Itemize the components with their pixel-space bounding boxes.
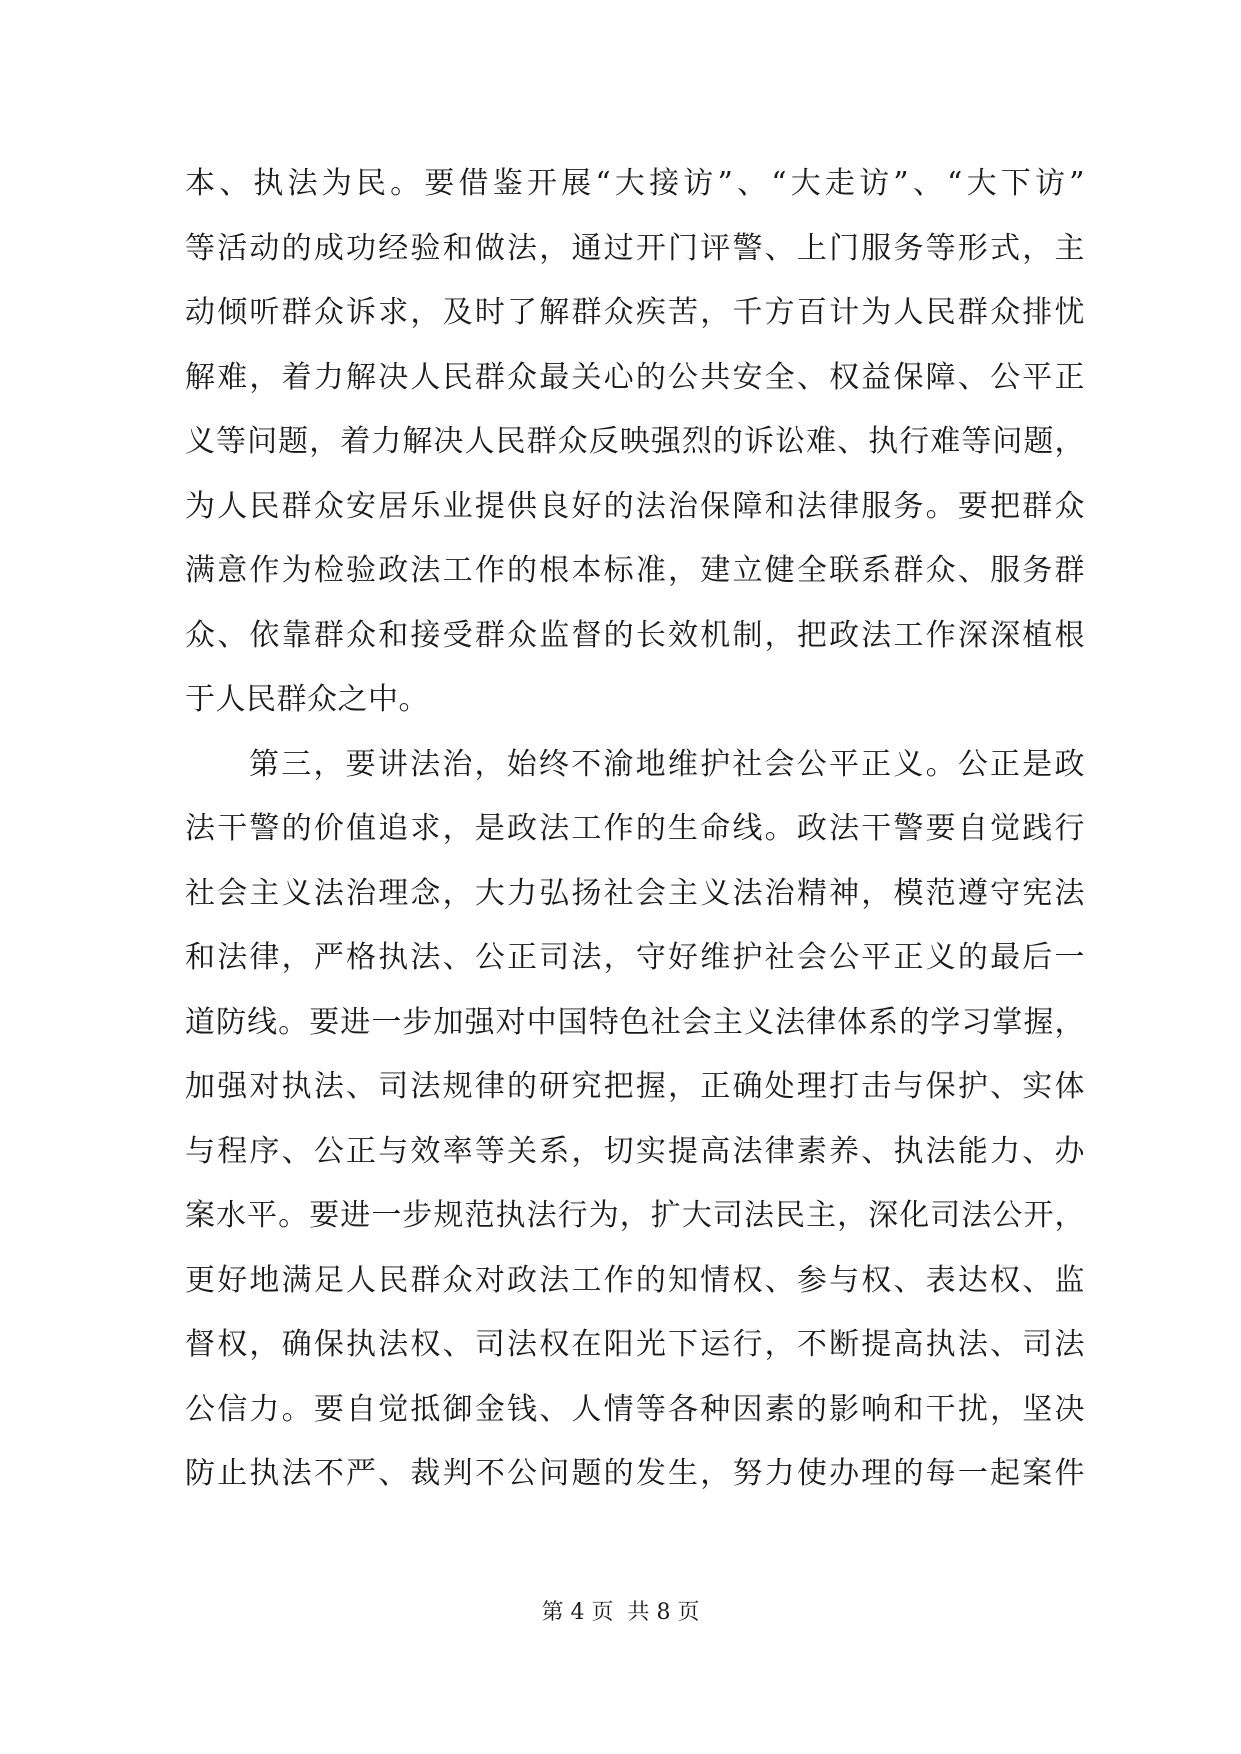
text-line: 众、依靠群众和接受群众监督的长效机制，把政法工作深深植根 xyxy=(185,617,1085,653)
text-line: 为人民群众安居乐业提供良好的法治保障和法律服务。要把群众 xyxy=(185,488,1085,524)
text-line: 案水平。要进一步规范执法行为，扩大司法民主，深化司法公开， xyxy=(185,1198,1085,1233)
text-line: 解难，着力解决人民群众最关心的公共安全、权益保障、公平正 xyxy=(185,359,1085,395)
text-line: 道防线。要进一步加强对中国特色社会主义法律体系的学习掌握， xyxy=(185,1004,1085,1040)
text-line: 防止执法不严、裁判不公问题的发生，努力使办理的每一起案件 xyxy=(185,1456,1085,1491)
text-line: 法干警的价值追求，是政法工作的生命线。政法干警要自觉践行 xyxy=(185,811,1085,846)
text-line: 与程序、公正与效率等关系，切实提高法律素养、执法能力、办 xyxy=(185,1133,1085,1169)
page-number-footer: 第 4 页 共 8 页 xyxy=(541,1600,700,1625)
text-line: 加强对执法、司法规律的研究把握，正确处理打击与保护、实体 xyxy=(185,1069,1085,1104)
text-line: 和法律，严格执法、公正司法，守好维护社会公平正义的最后一 xyxy=(185,940,1085,975)
text-line: 满意作为检验政法工作的根本标准，建立健全联系群众、服务群 xyxy=(185,553,1085,588)
text-line: 督权，确保执法权、司法权在阳光下运行，不断提高执法、司法 xyxy=(185,1327,1085,1362)
body-text xyxy=(185,152,1085,1507)
text-line: 于人民群众之中。 xyxy=(185,682,429,717)
text-line: 等活动的成功经验和做法，通过开门评警、上门服务等形式，主 xyxy=(185,230,1085,266)
text-line: 社会主义法治理念，大力弘扬社会主义法治精神，模范遵守宪法 xyxy=(185,875,1085,911)
text-line: 本、执法为民。要借鉴开展“大接访”、“大走访”、“大下访” xyxy=(185,166,1085,201)
text-line: 义等问题，着力解决人民群众反映强烈的诉讼难、执行难等问题， xyxy=(185,424,1085,459)
text-line: 公信力。要自觉抵御金钱、人情等各种因素的影响和干扰，坚决 xyxy=(185,1391,1085,1427)
paragraph-start-line: 第三，要讲法治，始终不渝地维护社会公平正义。公正是政 xyxy=(249,746,1085,782)
text-line: 更好地满足人民群众对政法工作的知情权、参与权、表达权、监 xyxy=(185,1262,1085,1298)
text-line: 动倾听群众诉求，及时了解群众疾苦，千方百计为人民群众排忧 xyxy=(185,295,1085,330)
